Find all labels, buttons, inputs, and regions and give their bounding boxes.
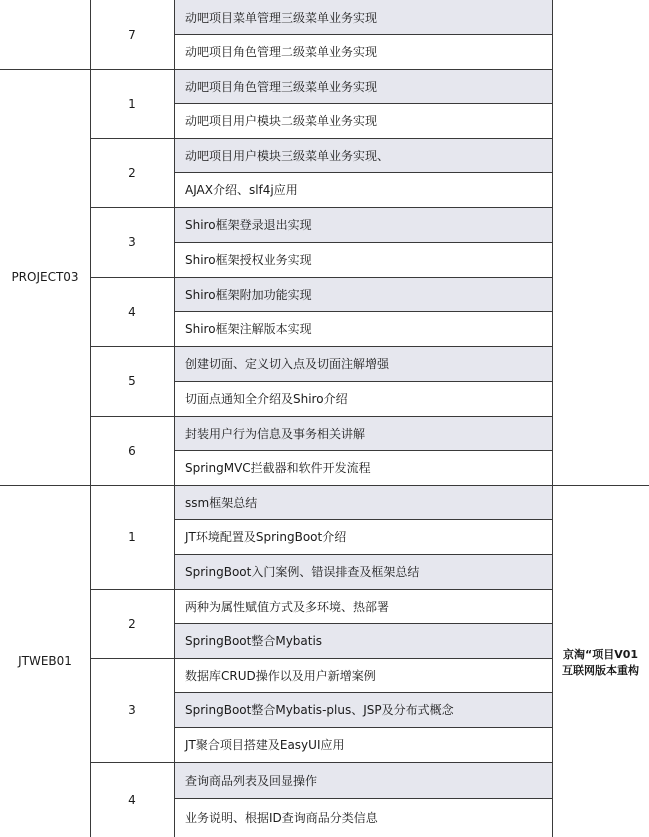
- topic-row: [174, 242, 552, 277]
- topic-row: [174, 0, 552, 34]
- topic-row: [174, 416, 552, 450]
- col-divider: [90, 0, 91, 837]
- project-name-line1: 京淘“项目V01: [562, 648, 639, 661]
- topic-row: [174, 207, 552, 242]
- lesson-number-cell: [90, 0, 174, 69]
- lesson-number: 7: [128, 27, 136, 42]
- row-divider: [174, 727, 552, 728]
- row-divider: [174, 589, 552, 590]
- lesson-number-cell: [90, 589, 174, 658]
- lesson-number-cell: [90, 485, 174, 589]
- lesson-number: 4: [128, 304, 136, 319]
- group-divider: [90, 658, 174, 659]
- row-divider: [174, 381, 552, 382]
- row-divider: [174, 34, 552, 35]
- topic-text: 业务说明、根据ID查询商品分类信息: [185, 811, 378, 825]
- row-divider: [174, 623, 552, 624]
- topic-text: SpringBoot整合Mybatis: [185, 634, 323, 648]
- topic-row: [174, 554, 552, 589]
- project-name-cell: [552, 621, 649, 705]
- row-divider: [174, 103, 552, 104]
- module-name-cell: [0, 485, 90, 837]
- lesson-number-cell: [90, 207, 174, 277]
- lesson-number-cell: [90, 138, 174, 207]
- group-divider: [90, 485, 174, 486]
- group-divider: [90, 69, 174, 70]
- topic-row: [174, 277, 552, 311]
- lesson-number: 1: [128, 530, 136, 544]
- topic-text: 动吧项目菜单管理三级菜单业务实现: [185, 10, 378, 25]
- topic-text: 动吧项目用户模块二级菜单业务实现: [185, 114, 378, 128]
- topic-text: SpringMVC拦截器和软件开发流程: [185, 461, 371, 475]
- project-divider: [552, 485, 649, 486]
- row-divider: [174, 311, 552, 312]
- group-divider: [90, 416, 174, 417]
- topic-row: [174, 727, 552, 762]
- row-divider: [174, 485, 552, 486]
- row-divider: [174, 207, 552, 208]
- topic-row: [174, 103, 552, 138]
- lesson-number-cell: [90, 658, 174, 762]
- row-divider: [174, 346, 552, 347]
- topic-text: Shiro框架附加功能实现: [185, 287, 312, 302]
- topic-text: 动吧项目角色管理二级菜单业务实现: [185, 45, 378, 59]
- row-divider: [174, 172, 552, 173]
- topic-row: [174, 762, 552, 798]
- topic-row: [174, 589, 552, 623]
- project-name-line2: 互联网版本重构: [562, 664, 639, 677]
- module-name-cell: [0, 0, 90, 69]
- lesson-number: 3: [128, 235, 136, 249]
- lesson-number-cell: [90, 69, 174, 138]
- module-divider: [0, 69, 90, 70]
- row-divider: [174, 762, 552, 763]
- topic-row: [174, 311, 552, 346]
- topic-text: SpringBoot入门案例、错误排查及框架总结: [185, 565, 420, 579]
- topic-row: [174, 692, 552, 727]
- group-divider: [90, 589, 174, 590]
- group-divider: [90, 277, 174, 278]
- topic-row: [174, 623, 552, 658]
- topic-text: Shiro框架登录退出实现: [185, 218, 312, 232]
- row-divider: [174, 692, 552, 693]
- topic-text: 封装用户行为信息及事务相关讲解: [185, 426, 366, 441]
- lesson-number-cell: [90, 346, 174, 416]
- topic-text: 动吧项目角色管理三级菜单业务实现: [185, 79, 378, 94]
- topic-row: [174, 172, 552, 207]
- topic-text: Shiro框架注解版本实现: [185, 322, 312, 336]
- lesson-number: 3: [128, 703, 136, 717]
- topic-text: 查询商品列表及回显操作: [185, 773, 318, 788]
- topic-row: [174, 69, 552, 103]
- row-divider: [174, 450, 552, 451]
- topic-text: SpringBoot整合Mybatis-plus、JSP及分布式概念: [185, 703, 454, 717]
- topic-text: 切面点通知全介绍及Shiro介绍: [185, 392, 348, 406]
- row-divider: [174, 242, 552, 243]
- lesson-number: 6: [128, 443, 136, 458]
- lesson-number: 1: [128, 96, 136, 111]
- lesson-number: 4: [128, 792, 136, 807]
- lesson-number: 2: [128, 616, 136, 631]
- module-name: PROJECT03: [11, 270, 79, 284]
- topic-text: JT环境配置及SpringBoot介绍: [185, 530, 347, 544]
- topic-row: [174, 450, 552, 485]
- topic-row: [174, 34, 552, 69]
- topic-text: Shiro框架授权业务实现: [185, 253, 312, 267]
- col-divider: [174, 0, 175, 837]
- topic-row: [174, 346, 552, 381]
- group-divider: [90, 762, 174, 763]
- lesson-number: 5: [128, 374, 136, 388]
- row-divider: [174, 519, 552, 520]
- topic-row: [174, 381, 552, 416]
- lesson-number: 2: [128, 165, 136, 180]
- lesson-number-cell: [90, 277, 174, 346]
- topic-row: [174, 485, 552, 519]
- topic-text: 创建切面、定义切入点及切面注解增强: [185, 357, 390, 371]
- topic-text: AJAX介绍、slf4j应用: [185, 183, 298, 197]
- module-name: JTWEB01: [18, 654, 72, 668]
- topic-text: JT聚合项目搭建及EasyUI应用: [185, 738, 345, 752]
- topic-row: [174, 798, 552, 837]
- col-divider: [552, 0, 553, 837]
- group-divider: [90, 138, 174, 139]
- topic-text: ssm框架总结: [185, 495, 258, 510]
- group-divider: [90, 207, 174, 208]
- row-divider: [174, 138, 552, 139]
- topic-text: 两种为属性赋值方式及多环境、热部署: [185, 599, 390, 614]
- row-divider: [174, 416, 552, 417]
- topic-text: 数据库CRUD操作以及用户新增案例: [185, 668, 376, 683]
- group-divider: [90, 346, 174, 347]
- topic-row: [174, 138, 552, 172]
- lesson-number-cell: [90, 416, 174, 485]
- topic-row: [174, 519, 552, 554]
- lesson-number-cell: [90, 762, 174, 837]
- module-divider: [0, 485, 90, 486]
- row-divider: [174, 69, 552, 70]
- row-divider: [174, 798, 552, 799]
- row-divider: [174, 658, 552, 659]
- row-divider: [174, 277, 552, 278]
- row-divider: [174, 554, 552, 555]
- topic-text: 动吧项目用户模块三级菜单业务实现、: [185, 148, 390, 163]
- topic-row: [174, 658, 552, 692]
- module-name-cell: [0, 69, 90, 485]
